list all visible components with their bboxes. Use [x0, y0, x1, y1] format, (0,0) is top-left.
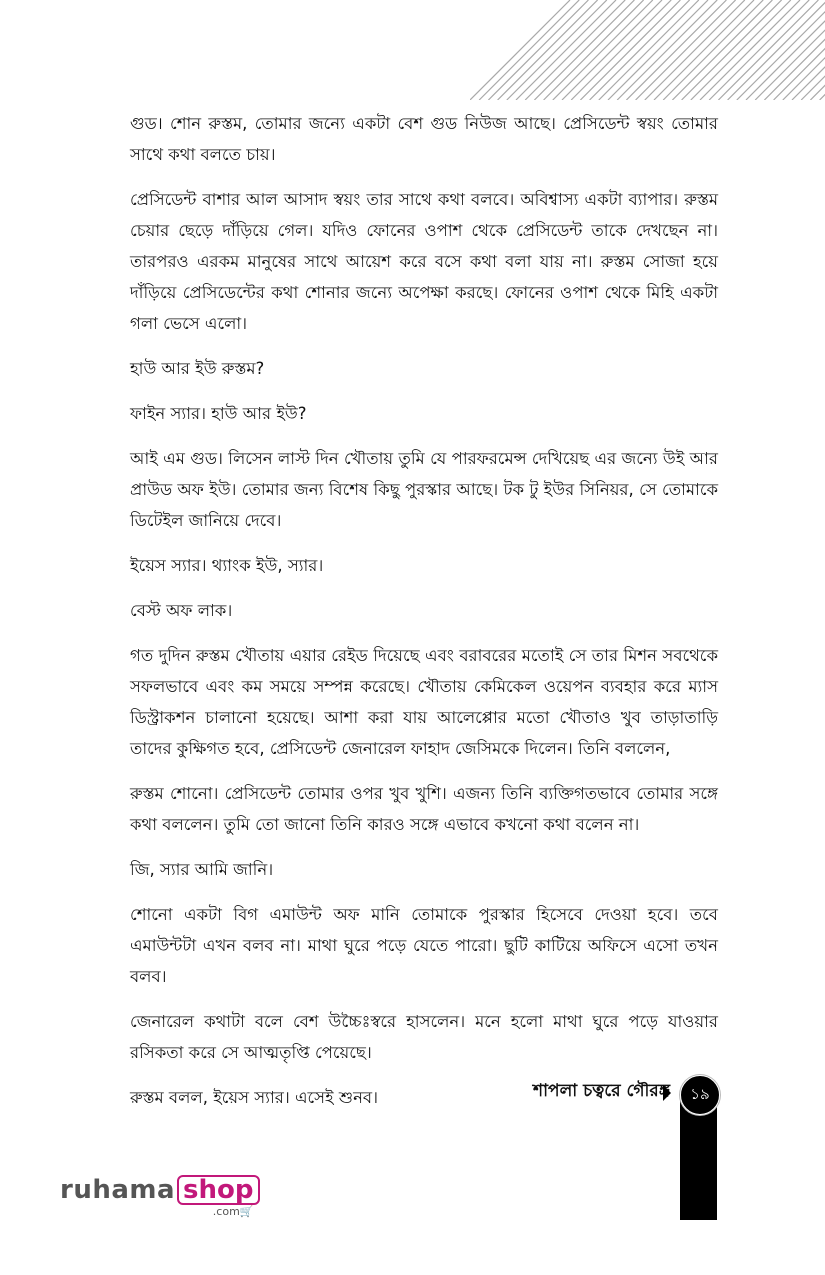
paragraph: জি, স্যার আমি জানি।: [130, 860, 274, 879]
paragraph: গুড। শোন রুস্তম, তোমার জন্যে একটা বেশ গুড নিউজ আছে। প্রেসিডেন্ট স্বয়ং তোমার সাথে কথা বলতে চায়।: [130, 114, 718, 164]
watermark-logo: [60, 1175, 260, 1218]
stripe-line: [562, 0, 662, 100]
stripe-line: [636, 0, 736, 100]
stripe-line: [525, 0, 625, 100]
paragraph: হাউ আর ইউ রুস্তম?: [130, 359, 265, 378]
stripe-line: [580, 0, 680, 100]
paragraph: প্রেসিডেন্ট বাশার আল আসাদ স্বয়ং তার সাথে কথা বলবে। অবিশ্বাস্য একটা ব্যাপার। রুস্তম চেয়ার ছেড়ে দাঁড়িয়ে গেল। যদিও ফোনের ওপাশ থেকে প্রেসিডেন্ট তাকে দেখছেন না। তারপরও এরকম মানুষের সাথে আয়েশ করে বসে কথা বলা যায় না। রুস্তম সোজা হয়ে দাঁড়িয়ে প্রেসিডেন্টের কথা শোনার জন্যে অপেক্ষা করছে। ফোনের ওপাশ থেকে মিহি একটা গলা ভেসে এলো।: [130, 190, 718, 333]
paragraph: গত দুদিন রুস্তম খৌতায় এয়ার রেইড দিয়েছে এবং বরাবরের মতোই সে তার মিশন সবথেকে সফলভাবে এবং কম সময়ে সম্পন্ন করেছে। খৌতায় কেমিকেল ওয়েপন ব্যবহার করে ম্যাস ডিস্ট্রাকশন চালানো হয়েছে। আশা করা যায় আলেপ্পোর মতো খৌতাও খুব তাড়াতাড়ি তাদের কুক্ষিগত হবে, প্রেসিডেন্ট জেনারেল ফাহাদ জেসিমকে দিলেন। তিনি বললেন,: [130, 646, 718, 758]
stripe-line: [544, 0, 644, 100]
stripe-line: [617, 0, 717, 100]
stripe-line: [516, 0, 616, 100]
running-footer-title: শাপলা চত্বরে গৌরঙ্গ: [533, 1081, 670, 1101]
paragraph: রুস্তম বলল, ইয়েস স্যার। এসেই শুনব।: [130, 1088, 379, 1107]
stripe-line: [470, 0, 570, 100]
stripe-line: [534, 0, 634, 100]
logo-brand-left: ruhama: [60, 1175, 176, 1205]
paragraph: বেস্ট অফ লাক।: [130, 601, 233, 620]
decorative-stripes: [470, 0, 825, 100]
stripe-line: [792, 0, 825, 100]
stripe-line: [672, 0, 772, 100]
paragraph: ইয়েস স্যার। থ্যাংক ইউ, স্যার।: [130, 556, 324, 575]
stripe-line: [608, 0, 708, 100]
stripe-line: [700, 0, 800, 100]
stripe-line: [718, 0, 818, 100]
stripe-line: [599, 0, 699, 100]
stripe-line: [654, 0, 754, 100]
logo-domain-text: .com: [212, 1205, 240, 1218]
stripe-line: [645, 0, 745, 100]
stripe-line: [479, 0, 579, 100]
stripe-line: [682, 0, 782, 100]
page-number-text: ১৯: [690, 1084, 710, 1103]
stripe-line: [590, 0, 690, 100]
page-body: [130, 108, 718, 1127]
triangle-right-icon: [663, 1085, 671, 1101]
page-number: [680, 1075, 720, 1115]
stripe-line: [691, 0, 791, 100]
paragraph: জেনারেল কথাটা বলে বেশ উচ্চৈঃস্বরে হাসলেন। মনে হলো মাথা ঘুরে পড়ে যাওয়ার রসিকতা করে সে আত্মতৃপ্তি পেয়েছে।: [130, 1012, 718, 1062]
cart-icon: 🛒: [239, 1205, 254, 1218]
paragraph: শোনো একটা বিগ এমাউন্ট অফ মানি তোমাকে পুরস্কার হিসেবে দেওয়া হবে। তবে এমাউন্টটা এখন বলব না। মাথা ঘুরে পড়ে যেতে পারো। ছুটি কাটিয়ে অফিসে এসো তখন বলব।: [130, 905, 718, 986]
stripe-line: [553, 0, 653, 100]
stripe-line: [571, 0, 671, 100]
stripe-line: [774, 0, 825, 100]
paragraph: আই এম গুড। লিসেন লাস্ট দিন খৌতায় তুমি যে পারফরমেন্স দেখিয়েছ এর জন্যে উই আর প্রাউড অফ ইউ। তোমার জন্য বিশেষ কিছু পুরস্কার আছে। টক টু ইউর সিনিয়র, সে তোমাকে ডিটেইল জানিয়ে দেবে।: [130, 449, 718, 530]
logo-domain: [213, 1205, 254, 1218]
stripe-line: [663, 0, 763, 100]
paragraph: রুস্তম শোনো। প্রেসিডেন্ট তোমার ওপর খুব খুশি। এজন্য তিনি ব্যক্তিগতভাবে তোমার সঙ্গে কথা বললেন। তুমি তো জানো তিনি কারও সঙ্গে এভাবে কখনো কথা বলেন না।: [130, 784, 718, 834]
stripe-line: [507, 0, 607, 100]
stripe-line: [498, 0, 598, 100]
logo-brand-right: shop: [177, 1175, 259, 1205]
logo-shop-bubble: [177, 1175, 259, 1218]
stripe-line: [709, 0, 809, 100]
stripe-line: [488, 0, 588, 100]
paragraph: ফাইন স্যার। হাউ আর ইউ?: [130, 404, 307, 423]
stripe-line: [626, 0, 726, 100]
